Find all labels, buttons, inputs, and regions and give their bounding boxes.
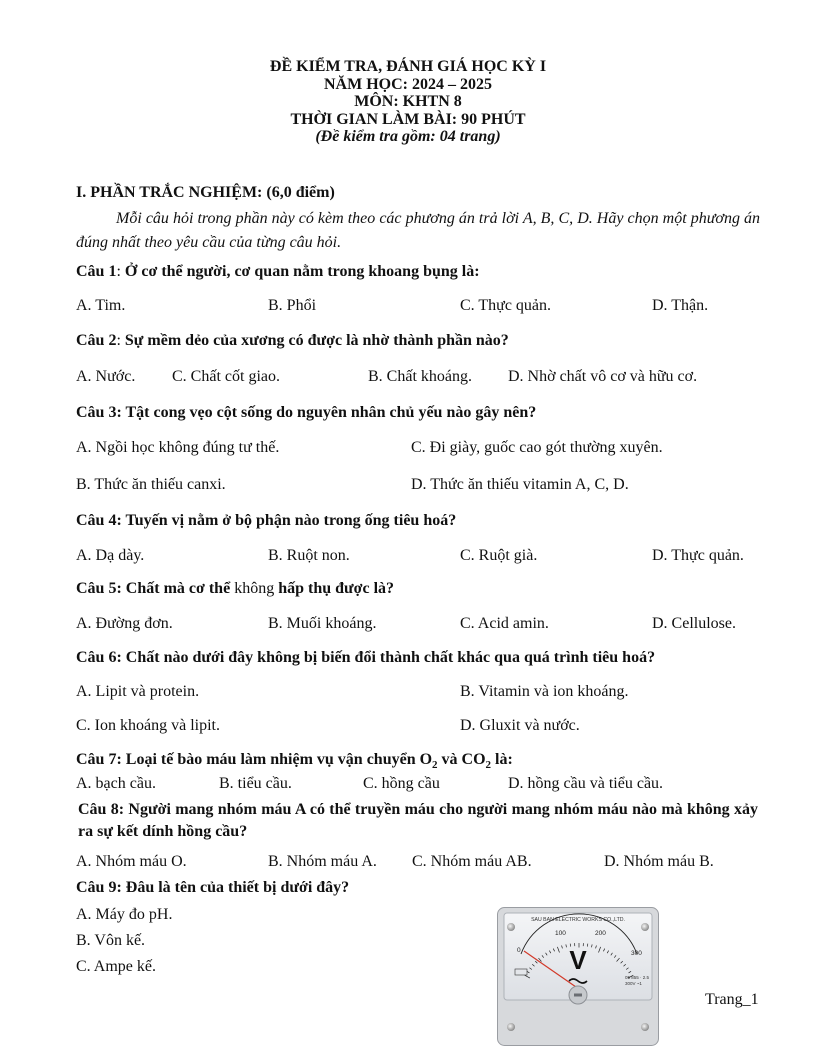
voltmeter-image bbox=[497, 907, 659, 1046]
q5-option-b: B. Muối khoáng. bbox=[268, 615, 377, 632]
question-2-label: Câu 2 bbox=[76, 332, 117, 349]
q1-option-d: D. Thận. bbox=[652, 297, 709, 314]
subject: MÔN: KHTN 8 bbox=[354, 93, 462, 110]
question-5 bbox=[76, 579, 394, 599]
q9-option-a: A. Máy đo pH. bbox=[76, 906, 173, 923]
meter-spec: 300V ~1 bbox=[625, 981, 642, 986]
duration: THỜI GIAN LÀM BÀI: 90 PHÚT bbox=[290, 110, 526, 128]
q3-option-d: D. Thức ăn thiếu vitamin A, C, D. bbox=[411, 476, 629, 493]
q4-option-c: C. Ruột già. bbox=[460, 547, 538, 564]
q3-option-b: B. Thức ăn thiếu canxi. bbox=[76, 476, 226, 493]
exam-header bbox=[0, 58, 816, 146]
meter-screw-top-right bbox=[641, 923, 649, 931]
question-3: Câu 3: Tật cong vẹo cột sống do nguyên nhân chủ yếu nào gây nên? bbox=[76, 404, 537, 421]
section-instruction: Mỗi câu hỏi trong phần này có kèm theo các phương án trả lời A, B, C, D. Hãy chọn một phương án đúng nhất theo yêu cầu của từng câu hỏi. bbox=[76, 210, 760, 251]
question-2 bbox=[76, 331, 509, 351]
section-title: I. PHẦN TRẮC NGHIỆM: (6,0 điểm) bbox=[76, 184, 335, 201]
question-1-label: Câu 1 bbox=[76, 263, 117, 280]
question-5-part3: hấp thụ được là? bbox=[278, 580, 395, 597]
q7-option-a: A. bạch cầu. bbox=[76, 775, 156, 792]
meter-zero-adjust-slot bbox=[574, 994, 582, 997]
meter-screw-bottom-left bbox=[507, 1023, 515, 1031]
question-7-sub2: 2 bbox=[485, 759, 492, 772]
q8-option-d: D. Nhóm máu B. bbox=[604, 853, 714, 870]
meter-brand: SAU BAN ELECTRIC WORKS CO.,LTD. bbox=[531, 917, 625, 923]
meter-tick-label-200: 200 bbox=[595, 930, 606, 937]
question-1-sep: : bbox=[116, 263, 125, 280]
question-7-sub1: 2 bbox=[432, 759, 438, 772]
question-1 bbox=[76, 262, 480, 282]
q2-option-b: B. Chất khoáng. bbox=[368, 368, 472, 385]
q1-option-a: A. Tim. bbox=[76, 297, 126, 314]
q6-option-a: A. Lipit và protein. bbox=[76, 683, 200, 700]
q2-option-d: D. Nhờ chất vô cơ và hữu cơ. bbox=[508, 368, 698, 385]
meter-screw-top-left bbox=[507, 923, 515, 931]
q1-option-c: C. Thực quản. bbox=[460, 297, 552, 314]
q4-option-d: D. Thực quản. bbox=[652, 547, 744, 564]
q7-option-c: C. hồng cầu bbox=[363, 775, 440, 792]
q8-option-b: B. Nhóm máu A. bbox=[268, 853, 377, 870]
q3-option-c: C. Đi giày, guốc cao gót thường xuyên. bbox=[411, 439, 663, 456]
meter-screw-bottom-right bbox=[641, 1023, 649, 1031]
q1-option-b: B. Phổi bbox=[268, 297, 317, 314]
question-8: Câu 8: Người mang nhóm máu A có thể truyền máu cho người mang nhóm máu nào mà không xảy ra sự kết dính hồng cầu? bbox=[78, 801, 758, 840]
meter-tick-label-0: 0 bbox=[517, 947, 521, 954]
q6-option-b: B. Vitamin và ion khoáng. bbox=[460, 683, 629, 700]
q4-option-a: A. Dạ dày. bbox=[76, 547, 145, 564]
q5-option-a: A. Đường đơn. bbox=[76, 615, 173, 632]
q2-option-a: A. Nước. bbox=[76, 368, 136, 385]
question-9: Câu 9: Đâu là tên của thiết bị dưới đây? bbox=[76, 879, 350, 896]
question-6: Câu 6: Chất nào dưới đây không bị biến đổi thành chất khác qua quá trình tiêu hoá? bbox=[76, 649, 656, 666]
q5-option-d: D. Cellulose. bbox=[652, 615, 736, 632]
question-5-part1: Câu 5: Chất mà cơ thể bbox=[76, 580, 231, 597]
meter-tick-label-100: 100 bbox=[555, 930, 566, 937]
question-1-text: Ở cơ thể người, cơ quan nằm trong khoang bụng là: bbox=[124, 263, 480, 280]
page-number: Trang_1 bbox=[705, 991, 759, 1008]
q5-option-c: C. Acid amin. bbox=[460, 615, 549, 632]
exam-title: ĐỀ KIỂM TRA, ĐÁNH GIÁ HỌC KỲ I bbox=[269, 58, 547, 75]
q8-option-c: C. Nhóm máu AB. bbox=[412, 853, 532, 870]
question-7 bbox=[76, 750, 513, 775]
meter-code: 05 855 · 2.5 bbox=[625, 975, 650, 980]
q7-option-b: B. tiểu cầu. bbox=[219, 775, 292, 792]
question-7-text3: là: bbox=[491, 751, 513, 768]
meter-tick-label-300: 300 bbox=[631, 950, 642, 957]
q3-option-a: A. Ngồi học không đúng tư thế. bbox=[76, 439, 280, 456]
question-7-text2: và CO bbox=[437, 751, 486, 768]
q8-option-a: A. Nhóm máu O. bbox=[76, 853, 187, 870]
q9-option-c: C. Ampe kế. bbox=[76, 958, 156, 975]
question-4: Câu 4: Tuyến vị nằm ở bộ phận nào trong ống tiêu hoá? bbox=[76, 512, 457, 529]
question-5-part2: không bbox=[230, 580, 279, 597]
question-7-text1: Câu 7: Loại tế bào máu làm nhiệm vụ vận chuyển O bbox=[76, 751, 433, 768]
q6-option-d: D. Gluxit và nước. bbox=[460, 717, 580, 734]
q9-option-b: B. Vôn kế. bbox=[76, 932, 146, 949]
q6-option-c: C. Ion khoáng và lipit. bbox=[76, 717, 220, 734]
q7-option-d: D. hồng cầu và tiểu cầu. bbox=[508, 775, 664, 792]
page-count-note: (Đề kiểm tra gồm: 04 trang) bbox=[315, 128, 501, 145]
school-year: NĂM HỌC: 2024 – 2025 bbox=[324, 75, 492, 93]
q4-option-b: B. Ruột non. bbox=[268, 547, 350, 564]
question-2-text: Sự mềm dẻo của xương có được là nhờ thành phần nào? bbox=[124, 332, 509, 349]
q2-option-c: C. Chất cốt giao. bbox=[172, 368, 280, 385]
question-2-sep: : bbox=[116, 332, 125, 349]
meter-unit-symbol: V bbox=[569, 945, 587, 975]
